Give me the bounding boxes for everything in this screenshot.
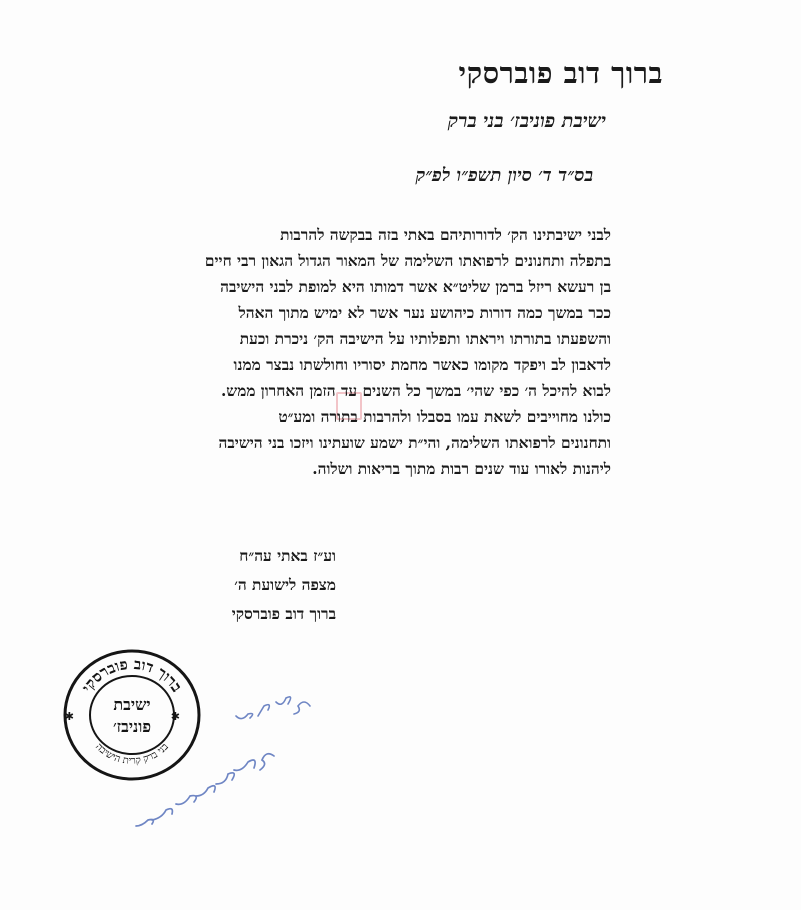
stamp-star-icon: ✱ <box>64 710 74 723</box>
letterhead-name: ברוך דוב פוברסקי <box>458 56 663 90</box>
stamp-star-icon: ✱ <box>170 710 180 723</box>
closing-line: וע״ז באתי עה״ח <box>239 547 336 565</box>
stamp-ring-bottom: בני ברק קרית הישיבה <box>93 741 171 767</box>
date-line: בס״ד ד׳ סיון תשפ״ו לפ״ק <box>415 165 593 186</box>
body-line: והשפעתו בתורתו ויראתו ותפלותיו על הישיבה הק׳ ניכרת וכעת <box>239 330 611 348</box>
letter-body <box>196 222 611 482</box>
body-line: ככר במשך כמה דורות כיהושע נער אשר לא ימיש מתוך האהל <box>238 304 611 322</box>
letterhead-institution: ישיבת פוניבז׳ בני ברק <box>447 110 606 132</box>
stamp-center-line-2: פוניבז׳ <box>112 717 152 736</box>
body-line: בן רעשא ריזל ברמן שליט״א אשר דמותו היא למופת לבני הישיבה <box>220 278 611 296</box>
body-line: לבוא להיכל ה׳ כפי שהי׳ במשך כל השנים עד הזמן האחרון ממש. <box>220 382 611 400</box>
closing-line: מצפה לישועת ה׳ <box>234 576 336 594</box>
body-line: בתפלה ותחנונים לרפואתו השלימה של המאור הגדול הגאון רבי חיים <box>204 252 611 270</box>
closing-line: ברוך דוב פוברסקי <box>231 605 336 623</box>
body-line: לבני ישיבתינו הק׳ לדורותיהם באתי בזה בבקשה להרבות <box>280 226 611 244</box>
body-line: לדאבון לב ויפקד מקומו כאשר מחמת יסוריו וחולשתו נבצר ממנו <box>233 356 611 374</box>
handwritten-signature <box>128 688 328 838</box>
stamp-ring-top: ברוך דוב פוברסקי <box>77 654 186 696</box>
body-line: ליהנות לאורו עוד שנים רבות מתוך בריאות ושלוה. <box>312 460 611 478</box>
body-line: ותחנונים לרפואתו השלימה, והי״ת ישמע שועתינו ויזכו בני הישיבה <box>218 434 611 452</box>
body-line: כולנו מחוייבים לשאת עמו בסבלו ולהרבות בתורה ומע״ט <box>278 408 611 426</box>
letter-closing <box>232 542 336 629</box>
stamp-center-line-1: ישיבת <box>113 695 151 714</box>
